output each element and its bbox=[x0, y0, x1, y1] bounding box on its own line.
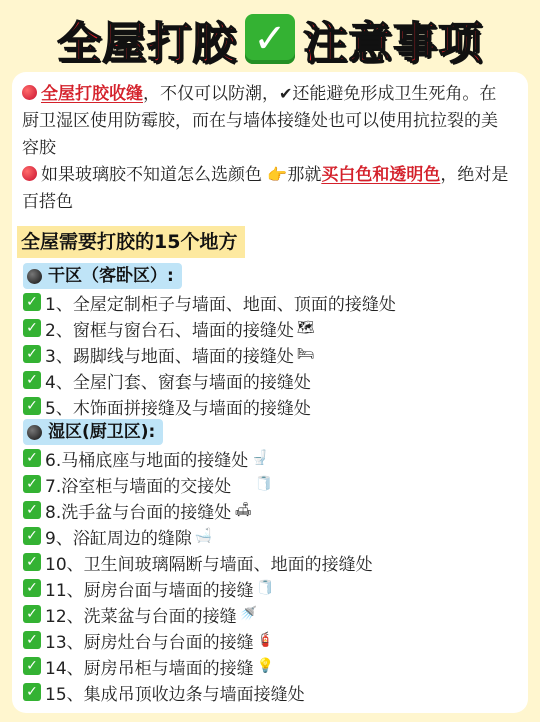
intro-highlight-2: 买白色和透明色 bbox=[321, 165, 441, 185]
list-item: ✓ 13、厨房灶台与台面的接缝 🧯 bbox=[23, 627, 274, 653]
check-icon: ✓ bbox=[23, 527, 41, 545]
check-icon: ✓ bbox=[23, 397, 41, 415]
check-icon: ✓ bbox=[23, 605, 41, 623]
shower-icon: 🚿 bbox=[239, 606, 258, 622]
check-icon: ✓ bbox=[23, 553, 41, 571]
zone-wet-label: 湿区(厨卫区): bbox=[23, 419, 163, 445]
check-icon: ✓ bbox=[23, 657, 41, 675]
pointing-hand-icon: 👉 bbox=[267, 165, 288, 184]
bed-icon: 🛏 bbox=[296, 346, 315, 362]
check-icon: ✓ bbox=[23, 293, 41, 311]
zone-dry-label: 干区（客卧区）: bbox=[23, 263, 182, 289]
title-right: 注意事项 bbox=[303, 18, 483, 69]
map-icon: 🗺 bbox=[296, 320, 315, 336]
list-item: ✓ 2、窗框与窗台石、墙面的接缝处 🗺 bbox=[23, 315, 315, 341]
tissue-icon: 🧻 bbox=[256, 580, 275, 596]
tissue-icon: 🧻 bbox=[255, 476, 273, 492]
red-dot-icon bbox=[22, 166, 37, 181]
list-item: ✓ 10、卫生间玻璃隔断与墙面、地面的接缝处 bbox=[23, 549, 376, 575]
black-dot-icon bbox=[27, 269, 42, 284]
list-item: ✓ 3、踢脚线与地面、墙面的接缝处 🛏 bbox=[23, 341, 315, 367]
black-dot-icon bbox=[27, 425, 42, 440]
intro-paragraph-2: 如果玻璃胶不知道怎么选颜色 👉那就买白色和透明色，绝对是百搭色 bbox=[22, 165, 509, 212]
list-item: ✓ 6.马桶底座与地面的接缝处 🚽 bbox=[23, 445, 269, 471]
list-item: ✓ 4、全屋门套、窗套与墙面的接缝处 bbox=[23, 367, 314, 393]
list-item: ✓ 5、木饰面拼接缝及与墙面的接缝处 bbox=[23, 393, 314, 419]
check-icon: ✓ bbox=[23, 319, 41, 337]
list-item: ✓ 8.洗手盆与台面的接缝处 🛋 bbox=[23, 497, 252, 523]
extinguisher-icon: 🧯 bbox=[256, 632, 275, 648]
bathtub-icon: 🛁 bbox=[194, 528, 213, 544]
checkmark-icon: ✓ bbox=[245, 14, 295, 64]
list-item: ✓ 12、洗菜盆与台面的接缝 🚿 bbox=[23, 601, 257, 627]
section-title: 全屋需要打胶的15个地方 bbox=[17, 226, 245, 258]
content-card bbox=[12, 72, 528, 713]
intro-highlight-1: 全屋打胶收缝 bbox=[41, 84, 143, 104]
list-item: ✓ 7.浴室柜与墙面的交接处 🧻 bbox=[23, 471, 273, 497]
list-item: ✓ 9、浴缸周边的缝隙 🛁 bbox=[23, 523, 212, 549]
check-icon: ✓ bbox=[23, 579, 41, 597]
check-icon: ✓ bbox=[23, 501, 41, 519]
sofa-icon: 🛋 bbox=[234, 502, 253, 518]
list-item: ✓ 14、厨房吊柜与墙面的接缝 💡 bbox=[23, 653, 274, 679]
check-icon: ✓ bbox=[23, 371, 41, 389]
page-title bbox=[0, 4, 540, 74]
check-icon: ✓ bbox=[23, 631, 41, 649]
list-item: ✓ 11、厨房台面与墙面的接缝 🧻 bbox=[23, 575, 274, 601]
intro-paragraph-1: 全屋打胶收缝，不仅可以防潮，✔还能避免形成卫生死角。在厨卫湿区使用防霉胶，而在与墙体接缝处也可以使用抗拉裂的美容胶 bbox=[22, 84, 498, 158]
list-item: ✓ 1、全屋定制柜子与墙面、地面、顶面的接缝处 bbox=[23, 289, 399, 315]
red-dot-icon bbox=[22, 85, 37, 100]
toilet-icon: 🚽 bbox=[251, 450, 269, 466]
check-icon: ✓ bbox=[23, 345, 41, 363]
list-item: ✓ 15、集成吊顶收边条与墙面接缝处 bbox=[23, 679, 308, 705]
check-icon: ✓ bbox=[23, 683, 41, 701]
checkmark-icon: ✔ bbox=[279, 84, 293, 103]
light-bulb-icon: 💡 bbox=[256, 658, 275, 674]
check-icon: ✓ bbox=[23, 449, 41, 467]
title-left: 全屋打胶 bbox=[57, 18, 237, 69]
check-icon: ✓ bbox=[23, 475, 41, 493]
